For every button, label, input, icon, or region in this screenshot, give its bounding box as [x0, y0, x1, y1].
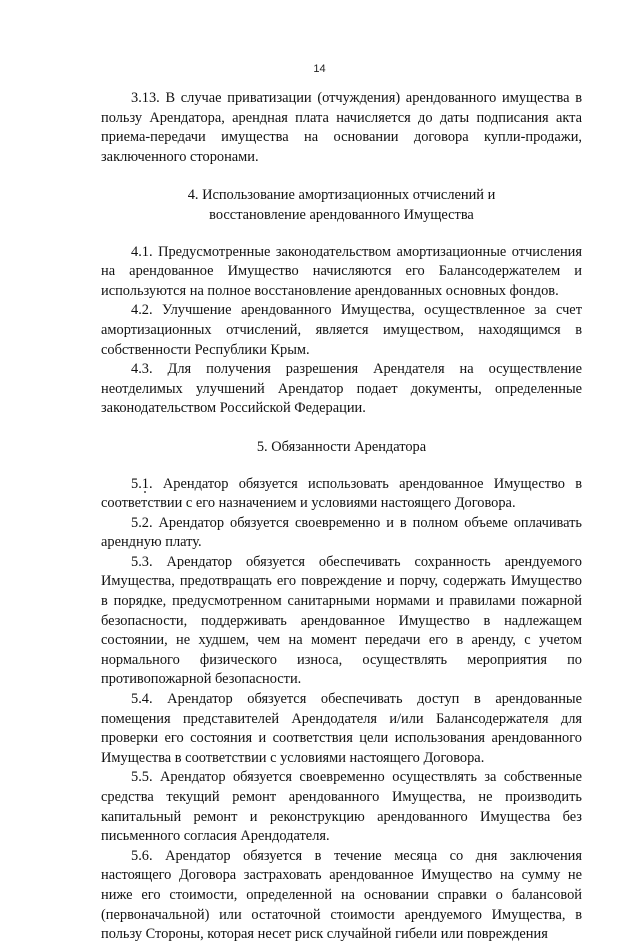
section-heading-5: 5. Обязанности Арендатора — [256, 438, 427, 455]
paragraph-5-5: 5.5. Арендатор обязуется своевременно осуществлять за собственные средства текущий ремонт арендованного Имущества, не производить капитальный ремонт и реконструкцию арендованного Имущества без письменного согласия Арендодателя. — [101, 769, 582, 845]
paragraph-5-2: 5.2. Арендатор обязуется своевременно и в полном объеме оплачивать арендную плату. — [101, 514, 582, 551]
paragraph-4-3: 4.3. Для получения разрешения Арендателя на осуществление неотделимых улучшений Арендатор подает документы, определенные законодательством Российской Федерации. — [101, 361, 582, 417]
paragraph-5-1: 5.1. Арендатор обязуется использовать арендованное Имущество в соответствии с его назначением и условиями настоящего Договора. — [101, 475, 582, 512]
paragraph-4-1: 4.1. Предусмотренные законодательством амортизационные отчисления на арендованное Имущество начисляются его Балансодержателем и используются на полное восстановление арендованных основных фондов. — [101, 243, 582, 299]
paragraph-4-2: 4.2. Улучшение арендованного Имущества, осуществленное за счет амортизационных отчислений, является имуществом, находящимся в собственности Республики Крым. — [101, 302, 582, 358]
section-heading-4: 4. Использование амортизационных отчислений и восстановление арендованного Имущества — [187, 187, 496, 223]
paragraph-5-4: 5.4. Арендатор обязуется обеспечивать доступ в арендованные помещения представителей Арендодателя и/или Балансодержателя для проверки его состояния и соответствия цели использования арендованного Имущества в соответствии с условиями настоящего Договора. — [101, 691, 582, 766]
paragraph-5-3: 5.3. Арендатор обязуется обеспечивать сохранность арендуемого Имущества, предотвращать его повреждение и порчу, содержать Имущество в порядке, предусмотренном санитарными нормами и правилами пожарной безопасности, поддерживать арендованное Имущество в надлежащем состоянии, не худшем, чем на момент передачи его в аренду, с учетом нормального физического износа, осуществлять мероприятия по противопожарной безопасности. — [101, 553, 582, 688]
page-number: 14 — [313, 63, 326, 75]
document-body — [101, 89, 582, 945]
scan-speck — [144, 491, 146, 493]
paragraph-5-6: 5.6. Арендатор обязуется в течение месяца со дня заключения настоящего Договора застраховать арендованное Имущество на сумму не ниже его стоимости, определенной на основании справки о балансовой (первоначальной) или остаточной стоимости арендуемого Имущества, в пользу Стороны, которая несет риск случайной гибели или повреждения — [101, 847, 582, 943]
paragraph-3-13: 3.13. В случае приватизации (отчуждения) арендованного имущества в пользу Арендатора, арендная плата начисляется до даты подписания акта приема-передачи имущества на основании договора купли-продажи, заключенного сторонами. — [101, 90, 582, 165]
